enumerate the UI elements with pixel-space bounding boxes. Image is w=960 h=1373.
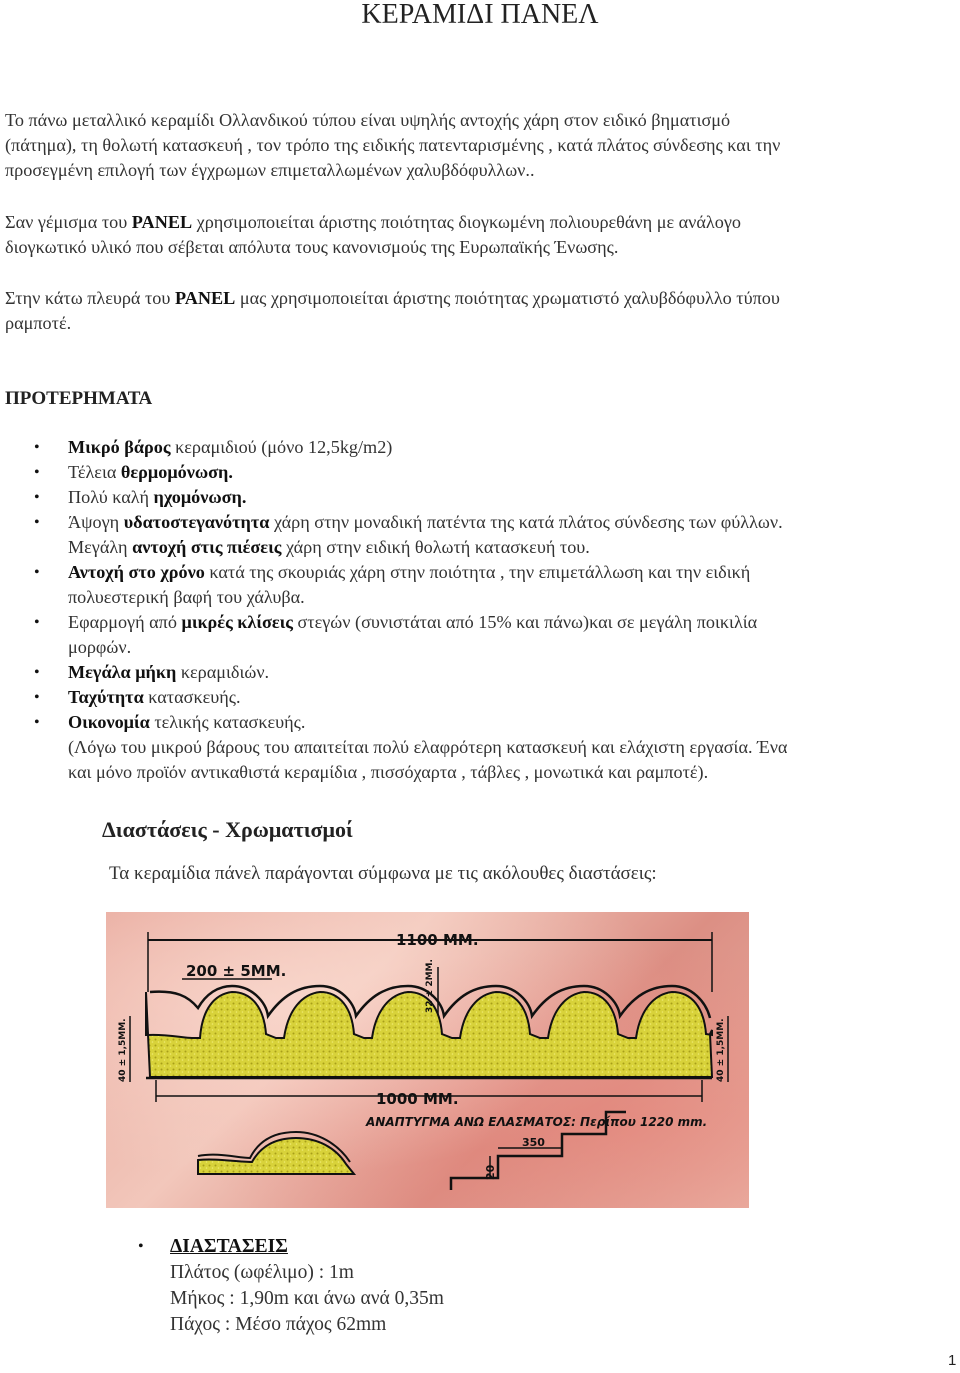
specs-list [138,1234,444,1338]
spec-heading: ΔΙΑΣΤΑΣΕΙΣ [170,1236,288,1257]
bold-text: Οικονομία [68,712,150,732]
bold-text: μικρές κλίσεις [181,612,293,632]
paragraph-underside [5,286,950,336]
text-run: τελικής κατασκευής. [149,712,306,732]
text-run: Εφαρμογή από [68,612,182,632]
advantage-item [5,710,950,735]
page-number: 1 [948,1352,957,1369]
text-run: Το πάνω μεταλλικό κεραμίδι Ολλανδικού τύπου είναι υψηλής αντοχής χάρη στον ειδικό βηματισμό [5,110,731,130]
paragraph-filling [5,210,950,260]
spec-item [138,1234,444,1260]
bold-text: Αντοχή στο χρόνο [68,562,205,582]
spec-text: Μήκος : 1,90m και άνω ανά 0,35m [170,1288,444,1309]
bold-text: PANEL [131,212,193,232]
paragraph-line [5,158,950,183]
text-run: χρησιμοποιείται άριστης ποιότητας διογκωμένη πολιουρεθάνη με ανάλογο [192,212,741,232]
text-run: Άψογη [68,512,124,532]
advantage-item [5,635,950,660]
advantages-list [5,435,950,785]
advantage-item [5,535,950,560]
paragraph-line [5,133,950,158]
text-run: (πάτημα), τη θολωτή κατασκευή , τον τρόπο της ειδικής πατενταρισμένης , κατά πλάτος σύνδεσης και την [5,135,781,155]
useful-width-label: 1000 MM. [376,1090,459,1108]
left-thickness-label: 40 ± 1,5MM. [118,1018,128,1082]
step-height-label: 20 [484,1164,497,1180]
text-run: κατά της σκουριάς χάρη στην ποιότητα , την επιμετάλλωση και την ειδική [204,562,751,582]
spec-item [138,1286,444,1312]
text-run: διογκωτικό υλικό που σέβεται απόλυτα τους κανονισμούς της Ευρωπαϊκής Ένωσης. [5,237,619,257]
text-run: (Λόγω του μικρού βάρους του απαιτείται πολύ ελαφρότερη κατασκευή και ελάχιστη εργασία. Ένα [68,737,788,757]
text-run: Μεγάλη [68,537,133,557]
advantages-heading: ΠΡΟΤΕΡΗΜΑΤΑ [5,388,153,409]
bold-text: αντοχή στις πιέσεις [132,537,282,557]
text-run: Τέλεια [68,462,121,482]
advantage-item [5,460,950,485]
text-run: χάρη στην μοναδική πατέντα της κατά πλάτος σύνδεσης των φύλλων. [269,512,783,532]
advantage-item [5,760,950,785]
cross-section-svg [106,912,749,1208]
spec-text: Πλάτος (ωφέλιμο) : 1m [170,1262,354,1283]
text-run: πολυεστερική βαφή του χάλυβα. [68,587,305,607]
rib-height-label: 32 ± 2MM. [425,959,435,1013]
panel-cross-section-diagram [106,912,749,1208]
step-length-label: 350 [522,1136,545,1149]
paragraph-line [5,286,950,311]
text-run: χάρη στην ειδική θολωτή κατασκευή του. [281,537,590,557]
text-run: μας χρησιμοποιείται άριστης ποιότητας χρωματιστό χαλυβδόφυλλο τύπου [235,288,780,308]
text-run: μορφών. [68,637,132,657]
spec-item [138,1312,444,1338]
text-run: Πολύ καλή [68,487,154,507]
bold-text: ηχομόνωση. [153,487,247,507]
paragraph-line [5,108,950,133]
bold-text: Ταχύτητα [68,687,144,707]
total-width-label: 1100 MM. [396,931,479,949]
advantage-item [5,685,950,710]
development-label: ΑΝΑΠΤΥΓΜΑ ΑΝΩ ΕΛΑΣΜΑΤΟΣ: Περίπου 1220 mm. [366,1115,708,1129]
advantage-item [5,560,950,585]
text-run: κατασκευής. [143,687,241,707]
text-run: ραμποτέ. [5,313,72,333]
paragraph-line [5,210,950,235]
spec-text: Πάχος : Μέσο πάχος 62mm [170,1314,387,1335]
advantage-item [5,485,950,510]
advantage-item [5,610,950,635]
bold-text: Μεγάλα μήκη [68,662,177,682]
text-run: κεραμιδιού (μόνο 12,5kg/m2) [170,437,393,457]
bold-text: PANEL [174,288,236,308]
advantage-item [5,585,950,610]
text-run: Στην κάτω πλευρά του [5,288,175,308]
text-run: προσεγμένη επιλογή των έγχρωμων επιμεταλλωμένων χαλυβδόφυλλων.. [5,160,535,180]
paragraph-line [5,235,950,260]
advantage-item [5,435,950,460]
spec-item [138,1260,444,1286]
right-thickness-label: 40 ± 1,5MM. [716,1018,726,1082]
text-run: Σαν γέμισμα του [5,212,132,232]
paragraph-intro [5,108,950,183]
advantage-item [5,660,950,685]
paragraph-line [5,311,950,336]
text-run: και μόνο προϊόν αντικαθιστά κεραμίδια , πισσόχαρτα , τάβλες , μονωτικά και ραμποτέ). [68,762,709,782]
bold-text: υδατοστεγανότητα [123,512,270,532]
bold-text: θερμομόνωση. [120,462,233,482]
dimensions-heading: Διαστάσεις - Χρωματισμοί [102,817,353,842]
advantage-item [5,735,950,760]
advantage-item [5,510,950,535]
text-run: στεγών (συνιστάται από 15% και πάνω)και σε μεγάλη ποικιλία [292,612,758,632]
dimensions-intro: Τα κεραμίδια πάνελ παράγονται σύμφωνα με τις ακόλουθες διαστάσεις: [109,863,657,884]
page-title: ΚΕΡΑΜΙΔΙ ΠΑΝΕΛ [361,0,599,30]
bold-text: Μικρό βάρος [68,437,171,457]
step-label: 200 ± 5MM. [186,962,287,980]
text-run: κεραμιδιών. [176,662,270,682]
